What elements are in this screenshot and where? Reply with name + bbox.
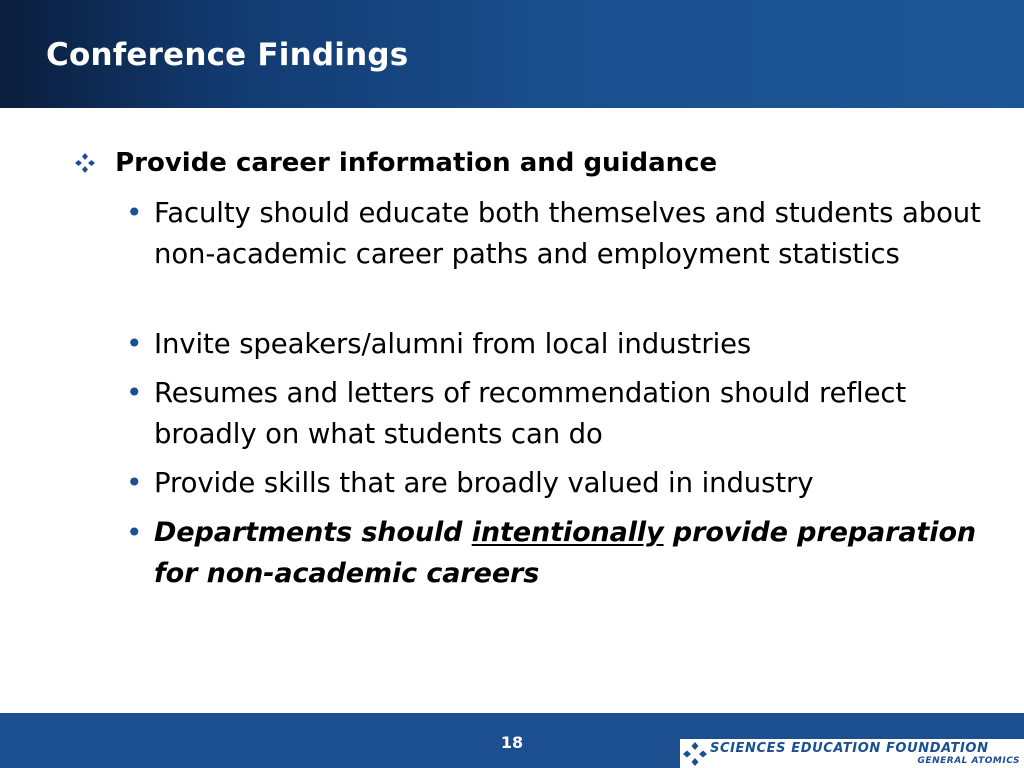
underlined-word: intentionally (471, 517, 664, 548)
sub-bullet-text: Provide skills that are broadly valued in industry (154, 467, 814, 499)
bullet-dot: • (126, 196, 143, 229)
slide-title: Conference Findings (46, 37, 409, 73)
emphasis-text-start: Departments should (154, 517, 472, 548)
logo-text-secondary: GENERAL ATOMICS (917, 756, 1020, 766)
bullet-dot: • (126, 516, 143, 549)
sub-bullet-text-emphasis (154, 513, 999, 594)
sub-bullet-text: Faculty should educate both themselves and students about non-academic career paths and employment statistics (154, 197, 981, 270)
sef-logo (680, 739, 1024, 768)
diamond-bullet-icon (74, 152, 96, 178)
emphasis-text-end: provide preparation for non-academic careers (154, 517, 977, 589)
main-bullet-point (74, 144, 717, 182)
bullet-dot: • (126, 327, 143, 360)
logo-text-primary: SCIENCES EDUCATION FOUNDATION (710, 741, 989, 756)
bullet-dot: • (126, 376, 143, 409)
sef-diamond-logo-icon (682, 741, 708, 768)
page-number: 18 (500, 733, 524, 752)
sub-bullet-text: Resumes and letters of recommendation should reflect broadly on what students can do (154, 377, 907, 450)
main-point-label: Provide career information and guidance (115, 148, 718, 178)
sub-bullet-text: Invite speakers/alumni from local industries (154, 328, 752, 360)
bullet-dot: • (126, 466, 143, 499)
